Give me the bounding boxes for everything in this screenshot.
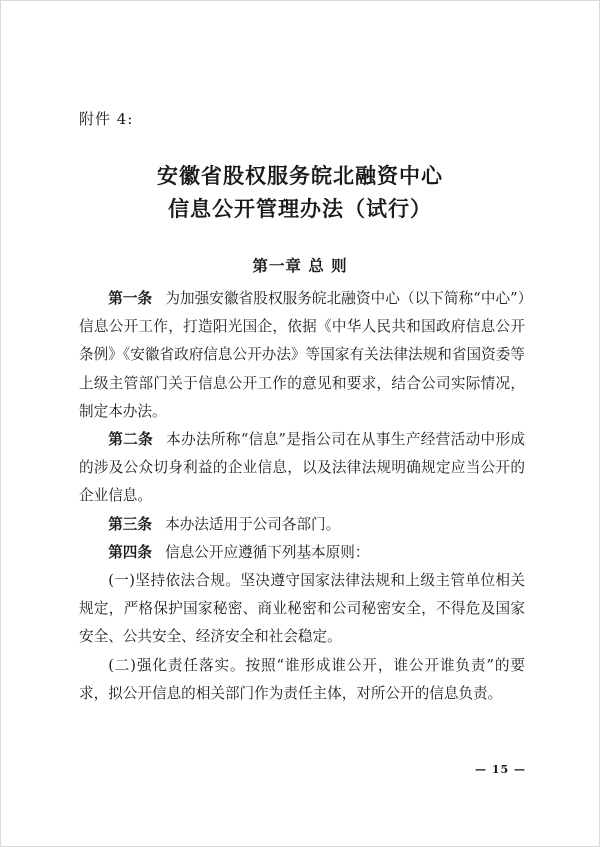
- principle-2-lead: (二)强化责任落实。: [108, 656, 246, 674]
- principle-1-lead: (一)坚持依法合规。: [108, 572, 241, 590]
- article-2: [79, 426, 525, 511]
- article-2-lead: 第二条: [108, 431, 154, 449]
- principle-2-text: 按照“谁形成谁公开，谁公开谁负责”的要求，拟公开信息的相关部门作为责任主体，对所公开的信息负责。: [79, 656, 525, 702]
- article-4: [79, 539, 525, 567]
- article-3-text: 本办法适用于公司各部门。: [165, 515, 341, 533]
- article-1-lead: 第一条: [108, 290, 153, 307]
- document-body: [79, 285, 525, 708]
- page-number: — 15 —: [475, 763, 526, 776]
- article-3: [79, 511, 525, 539]
- document-title-line-1: 安徽省股权服务皖北融资中心: [157, 163, 443, 188]
- chapter-heading: 第一章 总 则: [252, 256, 348, 275]
- article-1: [79, 285, 525, 426]
- article-4-lead: 第四条: [108, 543, 152, 561]
- article-4-text: 信息公开应遵循下列基本原则：: [165, 543, 370, 561]
- principle-2: [79, 652, 525, 708]
- document-title-line-2: 信息公开管理办法（试行）: [168, 196, 432, 221]
- attachment-label: 附件 4:: [79, 110, 134, 128]
- article-1-text: 为加强安徽省股权服务皖北融资中心（以下简称“中心”）信息公开工作，打造阳光国企，依据《中华人民共和国政府信息公开条例》《安徽省政府信息公开办法》等国家有关法律法规和省国资委等上级主管部门关于信息公开工作的意见和要求，结合公司实际情况，制定本办法。: [79, 290, 525, 420]
- principle-1-text: 坚决遵守国家法律法规和上级主管单位相关规定，严格保护国家秘密、商业秘密和公司秘密安全，不得危及国家安全、公共安全、经济安全和社会稳定。: [79, 572, 525, 646]
- principle-1: [79, 567, 525, 652]
- article-3-lead: 第三条: [108, 515, 152, 533]
- article-2-text: 本办法所称“信息”是指公司在从事生产经营活动中形成的涉及公众切身利益的企业信息，以及法律法规明确规定应当公开的企业信息。: [79, 431, 525, 505]
